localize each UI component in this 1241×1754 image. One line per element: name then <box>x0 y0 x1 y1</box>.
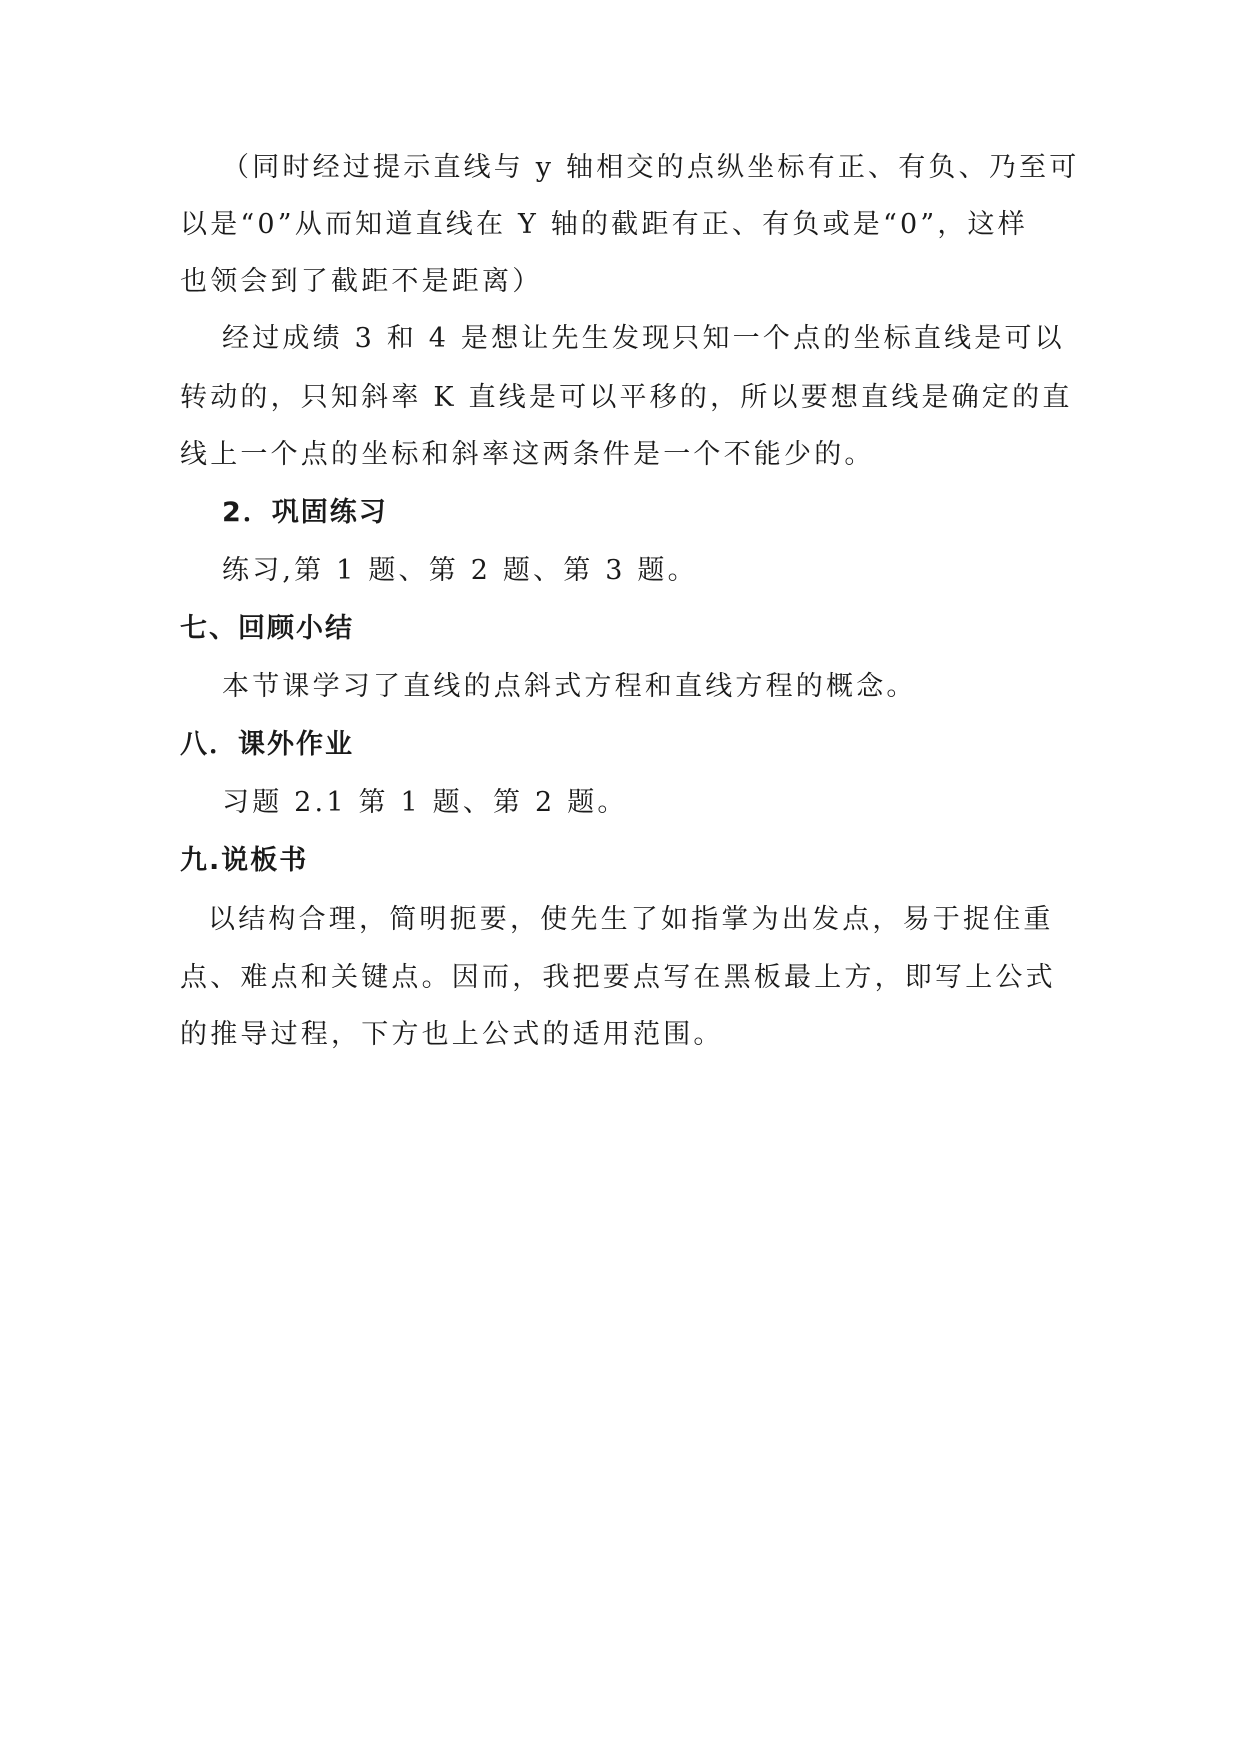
heading-practice: 2．巩固练习 <box>222 497 388 528</box>
heading-review: 七、回顾小结 <box>180 613 354 644</box>
paragraph-1-line-3: 也领会到了截距不是距离） <box>180 266 543 297</box>
homework-text: 习题 2.1 第 1 题、第 2 题。 <box>222 787 628 818</box>
paragraph-2-line-2: 转动的，只知斜率 K 直线是可以平移的，所以要想直线是确定的直 <box>180 382 1073 413</box>
paragraph-1-line-1: （同时经过提示直线与 y 轴相交的点纵坐标有正、有负、乃至可 <box>222 152 1080 183</box>
board-paragraph-line-3: 的推导过程，下方也上公式的适用范围。 <box>180 1019 724 1050</box>
board-paragraph-line-1: 以结构合理，简明扼要，使先生了如指掌为出发点，易于捉住重 <box>208 904 1054 935</box>
heading-homework: 八．课外作业 <box>180 729 354 760</box>
heading-board: 九.说板书 <box>180 845 309 876</box>
paragraph-1-line-2: 以是“0”从而知道直线在 Y 轴的截距有正、有负或是“0”，这样 <box>180 209 1028 240</box>
paragraph-2-line-3: 线上一个点的坐标和斜率这两条件是一个不能少的。 <box>180 439 875 470</box>
paragraph-2-line-1: 经过成绩 3 和 4 是想让先生发现只知一个点的坐标直线是可以 <box>222 323 1065 354</box>
practice-text: 练习,第 1 题、第 2 题、第 3 题。 <box>222 555 698 586</box>
review-text: 本节课学习了直线的点斜式方程和直线方程的概念。 <box>222 671 917 702</box>
board-paragraph-line-2: 点、难点和关键点。因而，我把要点写在黑板最上方，即写上公式 <box>180 962 1056 993</box>
